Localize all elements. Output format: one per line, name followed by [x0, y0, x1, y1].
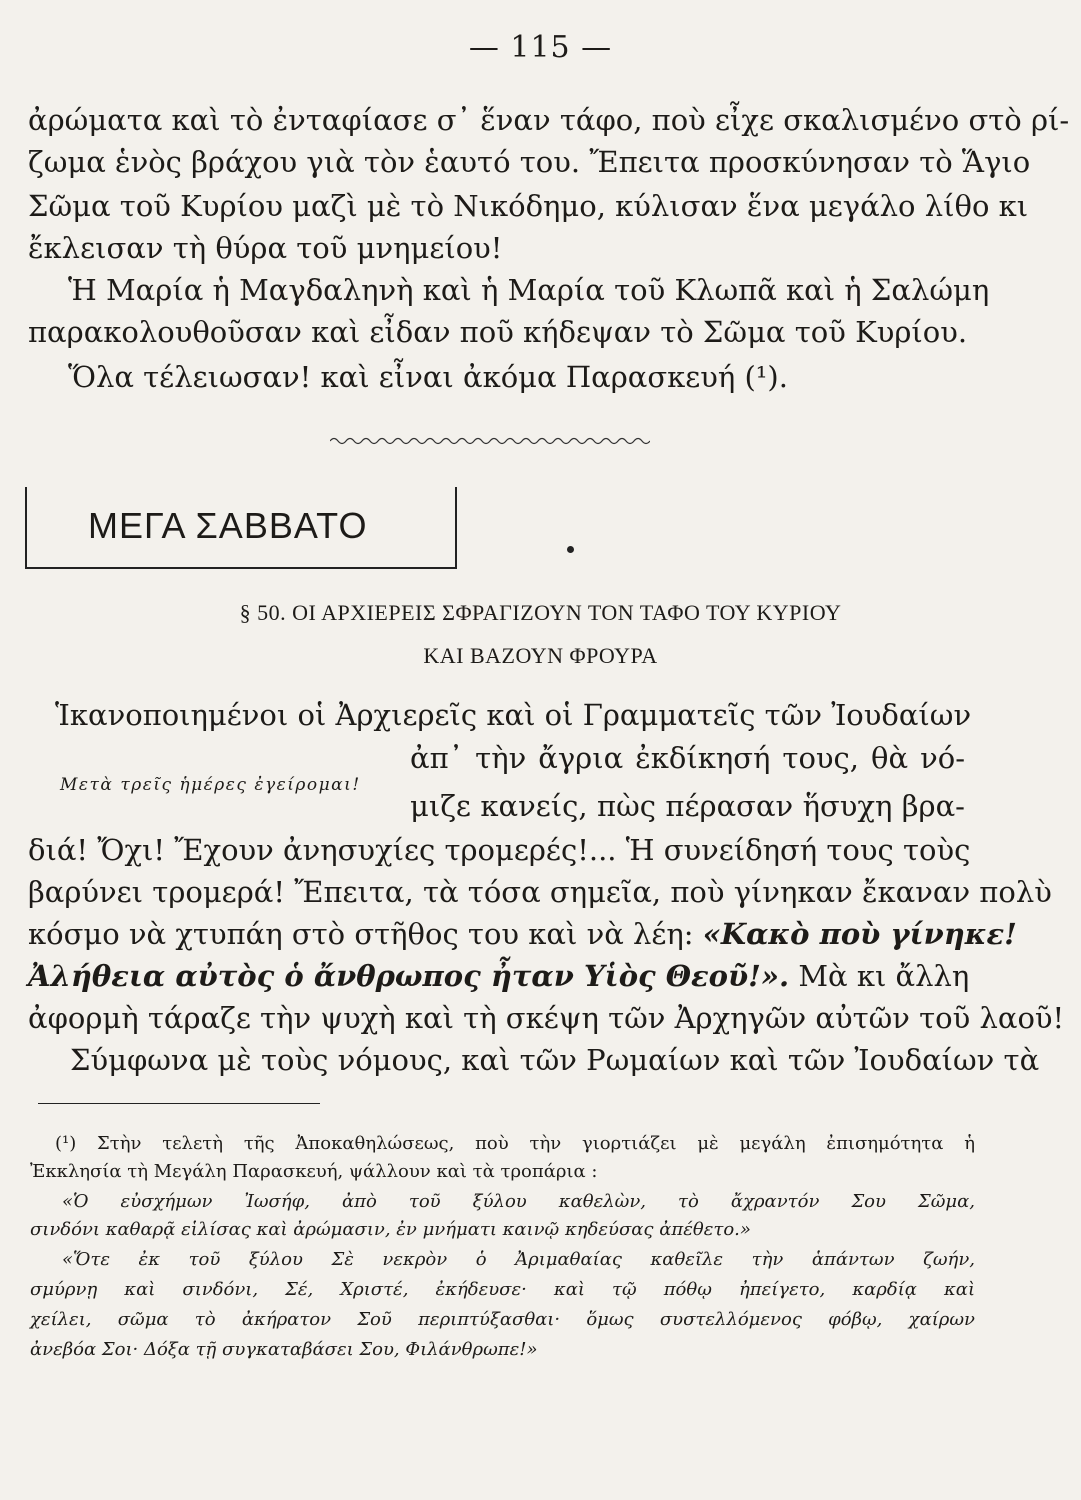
footnote-line: χείλει, σῶμα τὸ ἀκήρατον Σοῦ περιπτύξασθαι· ὅμως συστελλόμενος φόβῳ, χαίρων	[30, 1309, 975, 1330]
text-line: Ὅλα τέλειωσαν! καὶ εἶναι ἀκόμα Παρασκευή (¹).	[68, 360, 788, 394]
text-line: βαρύνει τρομερά! Ἔπειτα, τὰ τόσα σημεῖα, ποὺ γίνηκαν ἔκαναν πολὺ	[28, 875, 1052, 909]
text-line: ἀπ᾽ τὴν ἄγρια ἐκδίκησή τους, θὰ νό-	[410, 741, 965, 775]
text-fragment: Μὰ κι ἄλλη	[789, 959, 970, 993]
text-line: διά! Ὄχι! Ἔχουν ἀνησυχίες τρομερές!... Ἡ συνείδησή τους τοὺς	[28, 833, 971, 867]
footnote-line: ἀνεβόα Σοι· Δόξα τῇ συγκαταβάσει Σου, Φιλάνθρωπε!»	[30, 1339, 538, 1360]
text-line: Ἱκανοποιημένοι οἱ Ἀρχιερεῖς καὶ οἱ Γραμματεῖς τῶν Ἰουδαίων	[55, 698, 972, 732]
ornament-divider	[330, 436, 650, 446]
footnote-line: «Ὅτε ἐκ τοῦ ξύλου Σὲ νεκρὸν ὁ Ἀριμαθαίας καθεῖλε τὴν ἁπάντων ζωήν,	[62, 1249, 975, 1270]
text-line: Σῶμα τοῦ Κυρίου μαζὶ μὲ τὸ Νικόδημο, κύλισαν ἕνα μεγάλο λίθο κι	[28, 189, 1029, 223]
text-fragment: κόσμο νὰ χτυπάη στὸ στῆθος του καὶ νὰ λέη:	[28, 917, 703, 951]
ink-dot	[567, 546, 574, 553]
text-line: ἔκλεισαν τὴ θύρα τοῦ μνημείου!	[28, 231, 503, 265]
footnote-line: «Ὁ εὐσχήμων Ἰωσήφ, ἀπὸ τοῦ ξύλου καθελὼν, τὸ ἄχραντόν Σου Σῶμα,	[62, 1191, 975, 1212]
text-line	[28, 914, 1017, 954]
quote-emphasis: «Κακὸ ποὺ γίνηκε!	[702, 917, 1017, 951]
page-number: — 115 —	[468, 30, 613, 65]
text-line: παρακολουθοῦσαν καὶ εἶδαν ποῦ κήδεψαν τὸ Σῶμα τοῦ Κυρίου.	[28, 315, 968, 349]
footnote-line: σινδόνι καθαρᾷ εἱλίσας καὶ ἀρώμασιν, ἐν μνήματι καινῷ κηδεύσας ἀπέθετο.»	[30, 1219, 751, 1240]
text-line: ἀφορμὴ τάραζε τὴν ψυχὴ καὶ τὴ σκέψη τῶν Ἀρχηγῶν αὐτῶν τοῦ λαοῦ!	[28, 1001, 1065, 1035]
text-line: μιζε κανείς, πὼς πέρασαν ἥσυχη βρα-	[410, 789, 965, 823]
text-line: ἀρώματα καὶ τὸ ἐνταφίασε σ᾽ ἕναν τάφο, ποὺ εἶχε σκαλισμένο στὸ ρί-	[28, 103, 1070, 137]
epigraph: Μετὰ τρεῖς ἡμέρες ἐγείρομαι!	[60, 775, 361, 795]
text-line	[28, 956, 970, 996]
text-line: Ἡ Μαρία ἡ Μαγδαληνὴ καὶ ἡ Μαρία τοῦ Κλωπᾶ καὶ ἡ Σαλώμη	[68, 273, 990, 307]
subsection-heading: ΚΑΙ ΒΑΖΟΥΝ ΦΡΟΥΡΑ	[423, 643, 658, 668]
quote-emphasis: Ἀλήθεια αὐτὸς ὁ ἄνθρωπος ἦταν Υἱὸς Θεοῦ!».	[28, 959, 790, 993]
footnote-line: (¹) Στὴν τελετὴ τῆς Ἀποκαθηλώσεως, ποὺ τὴν γιορτιάζει μὲ μεγάλη ἐπισημότητα ἡ	[55, 1133, 975, 1154]
footnote-line: Ἐκκλησία τὴ Μεγάλη Παρασκευή, ψάλλουν καὶ τὰ τροπάρια :	[30, 1161, 598, 1182]
text-line: ζωμα ἑνὸς βράχου γιὰ τὸν ἑαυτό του. Ἔπειτα προσκύνησαν τὸ Ἅγιο	[28, 145, 1031, 179]
text-line: Σύμφωνα μὲ τοὺς νόμους, καὶ τῶν Ρωμαίων καὶ τῶν Ἰουδαίων τὰ	[70, 1043, 1040, 1077]
footnote-line: σμύρνῃ καὶ σινδόνι, Σέ, Χριστέ, ἐκήδευσε· καὶ τῷ πόθῳ ἠπείγετο, καρδίᾳ καὶ	[30, 1279, 975, 1300]
subsection-heading: § 50. ΟΙ ΑΡΧΙΕΡΕΙΣ ΣΦΡΑΓΙΖΟΥΝ ΤΟΝ ΤΑΦΟ ΤΟΥ ΚΥΡΙΟΥ	[239, 600, 842, 625]
section-title: ΜΕΓΑ ΣΑΒΒΑΤΟ	[88, 505, 368, 546]
footnote-rule	[38, 1103, 320, 1104]
